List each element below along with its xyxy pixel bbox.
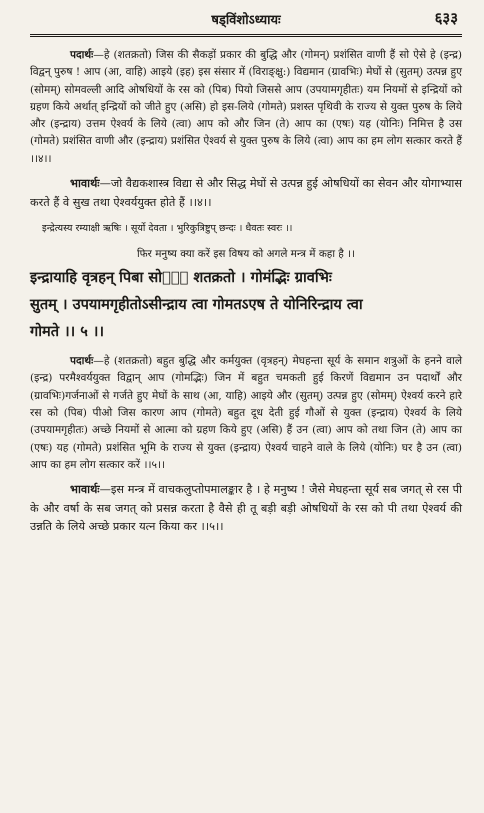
padartha-text: —हे (शतक्रतो) जिस की सैकड़ों प्रकार की बुद्धि और (गोमन्) प्रशंसित वाणी हैं सो ऐसे हे (इन्द्र) विद्वन् पुरुष ! आप (आ, वाहि) आइये (इह) इस संसार में (विराङ्क्षु:) विद्यमान (ग्रावभिः) मेघों से (सुतम्) उत्पन्न हुए (सोमम्) सोमवल्ली आदि ओषधियों के रस को (पिब) पियो जिससे आप (उपयामगृहीतः) यम नियमों से इन्द्रियों को ग्रहण किये अर्थात् इन्द्रियों को जीते हुए (असि) हो इस-लिये (गोमते) प्रशस्त पृथिवी के राज्य से युक्त पुरुष के लिये और (इन्द्राय) उत्तम ऐश्वर्य के लिये (त्वा) आप को और जिन (ते) आप का (एषः) यह (योनिः) निमित्त है उस (गोमते) प्रशंसित वाणी और (इन्द्राय) प्रशंसित ऐश्वर्य से युक्त पुरुष के लिये (त्वा) आप का हम लोग सत्कार करते हैं ।।४।।: [30, 49, 462, 165]
page-number: ६३३: [434, 9, 458, 27]
padartha-paragraph-5: [30, 353, 462, 474]
padartha-text: —हे (शतक्रतो) बहुत बुद्धि और कर्मयुक्त (वृत्रहन्) मेघहन्ता सूर्य के समान शत्रुओं के हनने वाले (इन्द्र) परमैश्वर्ययुक्त विद्वान् आप (गोमद्भिः) जिन में बहुत चमकती हुई किरणें विद्यमान उन पदार्थों और (ग्रावभिः)गर्जनाओं से गर्जते हुए मेघों के साथ (आ, याहि) आइये और (सुतम्) उत्पन्न हुए (सोमम्) ऐश्वर्य करने हारे रस को (पिब) पीओ जिस कारण आप (गोमते) बहुत दूध देती हुई गौओं से युक्त (इन्द्राय) ऐश्वर्य के लिये (उपयामगृहीतः) अच्छे नियमों से आत्मा को ग्रहण किये हुए (असि) हैं उन (त्वा) आप को तथा जिन (ते) आप का (एषः) यह (गोमते) प्रशंसित भूमि के राज्य से युक्त (इन्द्राय) ऐश्वर्य चाहने वाले के लिये (योनिः) घर है उन (त्वा) आप का हम लोग सत्कार करें ।।५।।: [30, 355, 462, 471]
bhavartha-text: —इस मन्त्र में वाचकलुप्तोपमालङ्कार है । हे मनुष्य ! जैसे मेघहन्ता सूर्य सब जगत् से रस पी के और वर्षा के सब जगत् को प्रसन्न करता है वैसे ही तू बड़ी बड़ी ओषधियों के रस को पी तथा ऐश्वर्य की उन्नति के लिये अच्छे प्रकार यत्न किया कर ।।५।।: [30, 483, 462, 534]
padartha-label: पदार्थः: [70, 355, 94, 368]
bhavartha-text: —जो वैद्यकशास्त्र विद्या से और सिद्ध मेघों से उत्पन्न हुई ओषधियों का सेवन और योगाभ्यास करते हैं वे सुख तथा ऐश्वर्ययुक्त होते हैं ।।४।।: [30, 177, 462, 209]
mantra-line: गोमते ।। ५ ।।: [30, 323, 104, 341]
mantra-verse: [30, 264, 462, 345]
chapter-title: षड्विंशोऽध्यायः: [211, 13, 281, 28]
padartha-label: पदार्थः: [70, 49, 94, 61]
mantra-line: इन्द्रायाहि वृत्रहन् पिबा सोमं᳖ शतक्रतो । गोमंद्भिः ग्रावभिः: [30, 269, 332, 287]
mantra-line: सुतम् । उपयामगृहीतोऽसीन्द्राय त्वा गोमतऽएष ते योनिरिन्द्राय त्वा: [30, 296, 363, 314]
bhavartha-label: भावार्थः: [70, 482, 100, 497]
bhavartha-paragraph-5: [30, 480, 462, 537]
page-header: [30, 8, 462, 32]
bhavartha-label: भावार्थः: [70, 176, 100, 191]
mantra-intro: फिर मनुष्य क्या करें इस विषय को अगले मन्त्र में कहा है ।।: [136, 248, 356, 261]
padartha-paragraph-4: [30, 47, 462, 168]
bhavartha-paragraph-4: [30, 174, 462, 212]
mantra-metadata: इन्द्रेत्यस्य रम्याक्षी ऋषिः । सूर्यो देवता । भुरिकुत्रिष्टुप् छन्दः । धैवतः स्वरः ।।: [42, 223, 293, 235]
header-rule: [30, 34, 462, 37]
